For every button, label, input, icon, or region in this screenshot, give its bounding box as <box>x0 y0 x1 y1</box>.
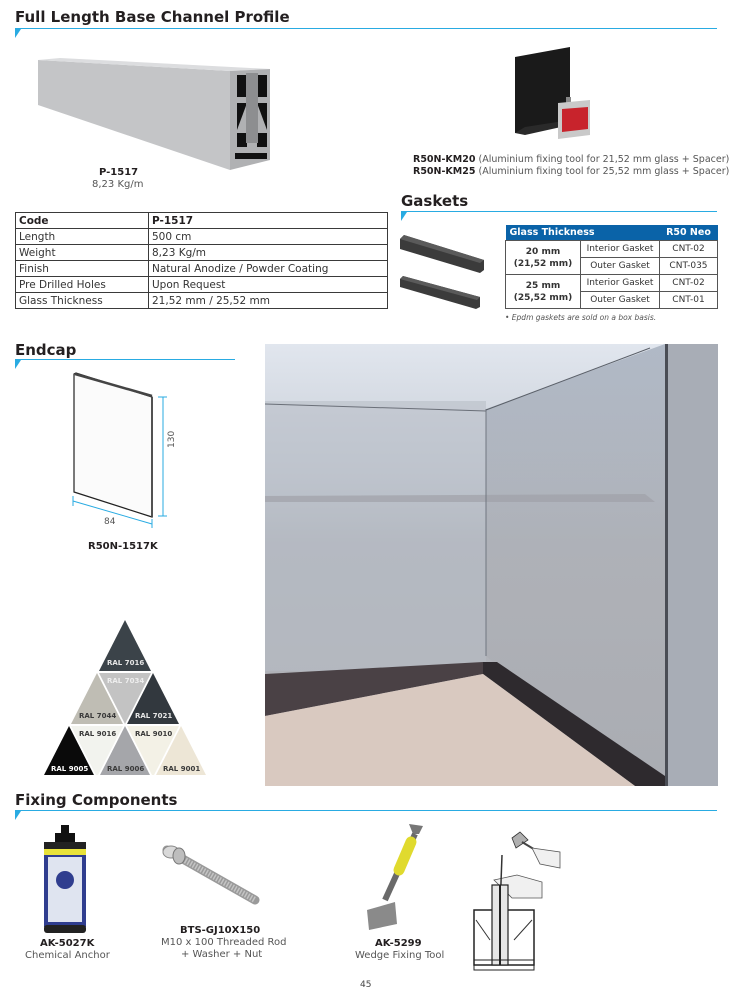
table-row <box>506 275 718 292</box>
gasket-note: • Epdm gaskets are sold on a box basis. <box>505 313 657 322</box>
table-row <box>16 293 388 309</box>
gasket-type: Outer Gasket <box>581 292 660 309</box>
ral-label: RAL 7021 <box>135 712 173 720</box>
spec-label: Weight <box>16 245 149 261</box>
gasket-type: Interior Gasket <box>581 275 660 292</box>
installation-illustration <box>462 830 562 975</box>
thickness-sub: (21,52 mm) <box>513 258 573 269</box>
base-channel-profile-image <box>30 55 280 170</box>
spec-label: Length <box>16 229 149 245</box>
table-row <box>506 241 718 258</box>
spec-value: 500 cm <box>149 229 388 245</box>
ral-label: RAL 7044 <box>79 712 117 720</box>
glass-balustrade-photo <box>265 344 718 786</box>
spec-label: Glass Thickness <box>16 293 149 309</box>
fixing-tool-image <box>510 45 590 140</box>
gasket-type: Outer Gasket <box>581 258 660 275</box>
endcap-code: R50N-1517K <box>88 541 158 552</box>
component-desc: M10 x 100 Threaded Rod <box>161 937 287 948</box>
section-title-endcap: Endcap <box>15 341 77 359</box>
ral-color-chart <box>30 610 220 775</box>
ral-label: RAL 7034 <box>107 677 145 685</box>
section-flag-icon <box>15 29 21 38</box>
component-desc: + Washer + Nut <box>181 949 263 960</box>
table-row <box>16 261 388 277</box>
table-row <box>16 277 388 293</box>
profile-weight: 8,23 Kg/m <box>92 179 144 190</box>
thickness-value: 25 mm <box>525 280 561 291</box>
gasket-code: CNT-02 <box>659 275 717 292</box>
page-number: 45 <box>360 980 372 990</box>
endcap-height-dim: 130 <box>167 430 177 448</box>
section-divider <box>401 211 717 212</box>
gasket-table <box>505 225 718 309</box>
component-code: AK-5299 <box>375 938 422 949</box>
gasket-header-thickness: Glass Thickness <box>506 225 660 241</box>
ral-label: RAL 9016 <box>79 730 117 738</box>
fixing-tool-desc: (Aluminium fixing tool for 21,52 mm glass + Spacer) <box>478 154 730 165</box>
component-desc: Chemical Anchor <box>25 950 110 961</box>
glass-thickness-cell <box>506 275 581 309</box>
fixing-tool-line-2 <box>413 166 729 177</box>
component-code: BTS-GJ10X150 <box>180 925 261 936</box>
spec-value: P-1517 <box>149 213 388 229</box>
table-row <box>16 245 388 261</box>
section-title-profile: Full Length Base Channel Profile <box>15 8 290 26</box>
spec-value: 8,23 Kg/m <box>149 245 388 261</box>
gasket-header-series: R50 Neo <box>659 225 717 241</box>
gasket-code: CNT-02 <box>659 241 717 258</box>
gasket-type: Interior Gasket <box>581 241 660 258</box>
spec-value: Upon Request <box>149 277 388 293</box>
threaded-rod-image <box>155 840 265 910</box>
section-title-fixing: Fixing Components <box>15 791 178 809</box>
ral-label: RAL 9001 <box>163 765 201 773</box>
endcap-width-dim: 84 <box>104 517 116 527</box>
section-flag-icon <box>15 360 21 369</box>
profile-code: P-1517 <box>99 167 139 178</box>
glass-thickness-cell <box>506 241 581 275</box>
gasket-image <box>400 235 488 310</box>
spec-label: Code <box>16 213 149 229</box>
section-divider <box>15 28 717 29</box>
section-divider <box>15 810 717 811</box>
ral-label: RAL 9006 <box>107 765 145 773</box>
endcap-diagram <box>65 370 195 530</box>
section-flag-icon <box>401 212 407 221</box>
gasket-code: CNT-01 <box>659 292 717 309</box>
spec-label: Pre Drilled Holes <box>16 277 149 293</box>
table-row <box>16 213 388 229</box>
thickness-sub: (25,52 mm) <box>513 292 573 303</box>
spec-value: Natural Anodize / Powder Coating <box>149 261 388 277</box>
spec-value: 21,52 mm / 25,52 mm <box>149 293 388 309</box>
table-row <box>16 229 388 245</box>
thickness-value: 20 mm <box>525 246 561 257</box>
fixing-tool-code: R50N-KM25 <box>413 166 476 177</box>
fixing-tool-line-1 <box>413 154 729 165</box>
spec-label: Finish <box>16 261 149 277</box>
chemical-anchor-image <box>40 825 90 935</box>
fixing-tool-code: R50N-KM20 <box>413 154 476 165</box>
component-desc: Wedge Fixing Tool <box>355 950 445 961</box>
ral-label: RAL 9005 <box>51 765 89 773</box>
fixing-tool-desc: (Aluminium fixing tool for 25,52 mm glass + Spacer) <box>478 166 730 177</box>
section-title-gaskets: Gaskets <box>401 192 469 210</box>
section-divider <box>15 359 235 360</box>
wedge-tool-image <box>365 822 425 932</box>
ral-label: RAL 7016 <box>107 659 145 667</box>
component-code: AK-5027K <box>40 938 95 949</box>
gasket-code: CNT-035 <box>659 258 717 275</box>
ral-label: RAL 9010 <box>135 730 173 738</box>
spec-table <box>15 212 388 309</box>
section-flag-icon <box>15 811 21 820</box>
